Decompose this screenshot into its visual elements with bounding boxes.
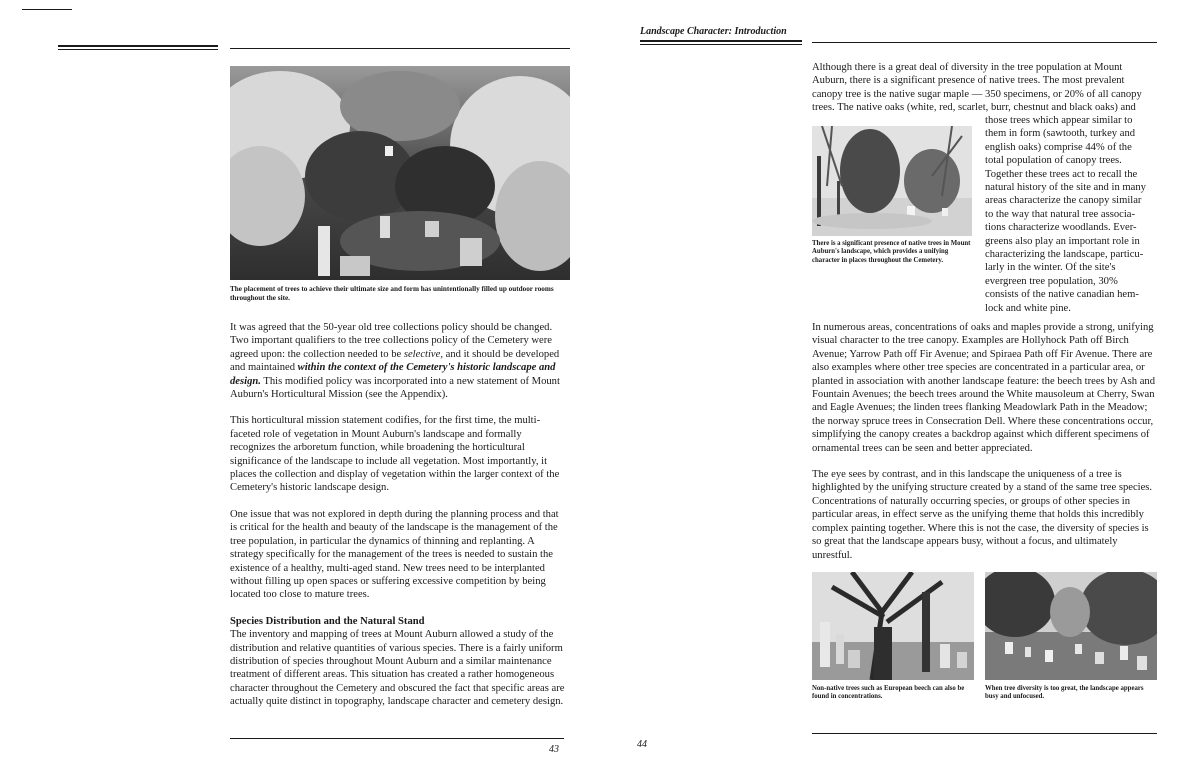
right-para-concentrations: In numerous areas, concentrations of oaks and maples provide a strong, unifying visual character to the tree canopy. Examples are Hollyhock Path off Birch Avenue; Yarrow Path off Fir Avenue; and Spiraea Path off Fir Avenue. There are also examples where other tree species are concentrated in a particular area, or planted in association with another landscape feature: the beech trees by Ash and Fountain Avenues; the beech trees around the White mausoleum at Cherry, Swan and Eagle Avenues; the linden trees flanking Meadowlark Path in the Meadow; the norway spruce trees in Consecration Dell. Where these concentrations occur, simplifying the canopy creates a backdrop against which different specimens of ornamental trees can be seen and better appreciated. — [812, 322, 1155, 454]
para1-text-a: It was agreed that the 50-year old tree collections policy should be changed. Two important qualifiers to the tree collections policy of the Cemetery were agreed upon: the collection needed to be — [230, 322, 553, 360]
wrap-line: tions characterize woodlands. Ever- — [985, 222, 1137, 234]
wrap-line: to the way that natural tree associa- — [985, 208, 1136, 220]
wrap-line: lock and white pine. — [985, 302, 1071, 314]
intro-line: trees. The native oaks (white, red, scarlet, burr, chestnut and black oaks) and — [812, 102, 1136, 114]
left-para-management: One issue that was not explored in depth during the planning process and that is critical for the health and beauty of the landscape is the management of the tree population, in particular the dynamics of thinning and replanting. A strategy specifically for the management of the trees is needed to sustain the existence of a healthy, multi-aged stand. New trees need to be interplanted without filling up open spaces or suffering excessive competition by being located too close to mature trees. — [230, 508, 559, 601]
main-photo-caption: The placement of trees to achieve their ultimate size and form has unintentionally filled up outdoor rooms throughout the site. — [230, 285, 554, 302]
cemetery-garden-photo — [230, 66, 570, 280]
wrap-line: consists of the native canadian hem- — [985, 289, 1139, 301]
left-column-text — [230, 321, 568, 709]
european-beech-photo — [812, 572, 974, 680]
wrap-line: natural history of the site and in many — [985, 182, 1146, 194]
running-header: Landscape Character: Introduction — [640, 26, 787, 37]
para1-emphasis-context: within the context of the Cemetery's historic landscape and design. — [230, 362, 556, 387]
left-page-number: 43 — [549, 744, 559, 755]
wrap-line: total population of canopy trees. — [985, 155, 1122, 167]
wrap-line: Together these trees act to recall the — [985, 168, 1138, 180]
para1-emphasis-selective: selective, — [403, 348, 443, 360]
right-footer-rule — [812, 733, 1157, 734]
left-subhead: Species Distribution and the Natural Stand — [230, 615, 425, 627]
right-column-text — [812, 321, 1157, 562]
wrap-line: greens also play an important role in — [985, 235, 1140, 247]
wrap-line: them in form (sawtooth, turkey and — [985, 128, 1136, 140]
left-outer-rule-bottom — [58, 49, 218, 50]
left-footer-rule — [230, 738, 564, 739]
wrap-line: evergreen tree population, 30% — [985, 275, 1118, 287]
busy-landscape-photo — [985, 572, 1157, 680]
left-outer-rule-top — [58, 45, 218, 47]
right-wrap-text — [985, 114, 1165, 315]
header-rule-bottom — [640, 44, 802, 45]
intro-line: Auburn, there is a significant presence of native trees. The most prevalent — [812, 75, 1125, 87]
right-para-contrast: The eye sees by contrast, and in this landscape the uniqueness of a tree is highlighted by the unifying structure created by a stand of the same tree species. Concentrations of naturally occurring species, or groups of other species in particular areas, in effect serve as the unifying theme that holds this incredibly complex painting together. Where this is not the case, the diversity of species is so great that the landscape appears busy, without a focus, and ultimately unrestful. — [812, 469, 1153, 561]
corner-rule — [22, 9, 72, 10]
wrap-line: areas characterize the canopy similar — [985, 195, 1142, 207]
wrap-line: english oaks) comprise 44% of the — [985, 141, 1132, 153]
header-rule-top — [640, 40, 802, 42]
inset-photo-caption: There is a significant presence of native trees in Mount Auburn's landscape, which provides a unifying character in places throughout the Cemetery. — [812, 240, 971, 264]
wrap-line: characterizing the landscape, particu- — [985, 249, 1144, 261]
busy-photo-caption: When tree diversity is too great, the landscape appears busy and unfocused. — [985, 685, 1144, 701]
right-intro-text — [812, 61, 1162, 115]
beech-photo-caption: Non-native trees such as European beech can also be found in concentrations. — [812, 685, 965, 701]
para1-text-b: and it should be developed and maintained — [230, 348, 560, 374]
left-para-policy — [230, 321, 568, 401]
left-column-rule — [230, 48, 570, 49]
wrap-line: larly in the winter. Of the site's — [985, 262, 1116, 274]
native-trees-photo — [812, 126, 972, 236]
left-para-mission: This horticultural mission statement codifies, for the first time, the multi-faceted role of vegetation in Mount Auburn's landscape and formally recognizes the arboretum function, while broadening the horticultural significance of the landscape to include all vegetation. Most importantly, it places the collection and display of vegetation within the larger context of the Cemetery's historic landscape design. — [230, 415, 560, 494]
para1-text-c: This modified policy was incorporated into a new statement of Mount Auburn's Horticultural Mission (see the Appendix). — [230, 375, 560, 401]
intro-line: canopy tree is the native sugar maple — 350 specimens, or 20% of all canopy — [812, 88, 1142, 100]
left-para-distribution: The inventory and mapping of trees at Mount Auburn allowed a study of the distribution and relative quantities of various species. There is a fairly uniform distribution of species throughout Mount Auburn and a similar maintenance treatment of different areas. This situation has created a rather homogeneous character throughout the Cemetery and obscured the fact that specific areas are actually quite distinct in topography, landscape character and cemetery design. — [230, 629, 565, 708]
right-column-rule — [812, 42, 1157, 43]
wrap-line: those trees which appear similar to — [985, 115, 1133, 126]
right-page-number: 44 — [637, 739, 647, 750]
intro-line: Although there is a great deal of diversity in the tree population at Mount — [812, 62, 1123, 73]
